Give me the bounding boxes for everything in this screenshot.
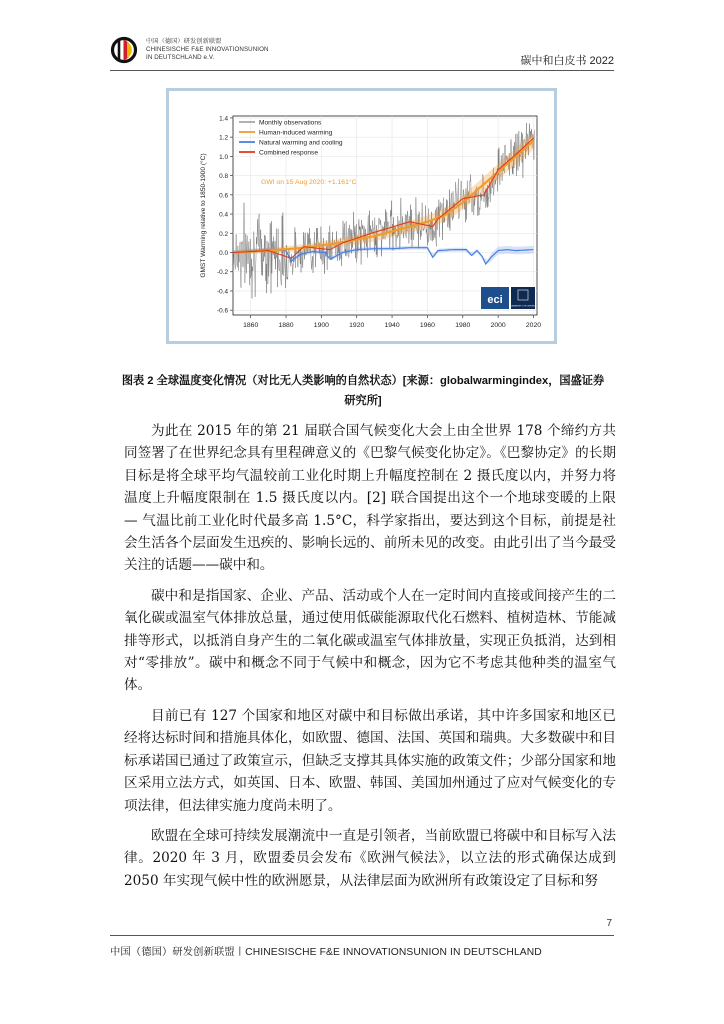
paragraph-carbon-neutral-definition: 碳中和是指国家、企业、产品、活动或个人在一定时间内直接或间接产生的二氧化碳或温室气体排放总量，通过使用低碳能源取代化石燃料、植树造林、节能减排等形式，以抵消自身产生的二氧化碳或温室气体排放量，实现正负抵消，达到相对“零排放”。碳中和概念不同于气候中和概念，因为它不考虑其他种类的温室气体。: [124, 587, 616, 694]
x-tick-label: 2000: [490, 322, 506, 329]
y-tick-label: -0.4: [216, 288, 228, 296]
y-tick-label: -0.6: [216, 307, 228, 315]
x-tick-label: 1860: [243, 322, 259, 329]
y-tick-label: 1.2: [219, 134, 228, 142]
y-axis-label: GMST Warming relative to 1850-1900 (°C): [200, 153, 207, 278]
x-tick-label: 1960: [419, 322, 435, 329]
x-tick-label: 2020: [525, 322, 542, 329]
x-tick-label: 1980: [455, 322, 471, 329]
oxford-logo-text: UNIVERSITY OF OXFORD: [510, 305, 536, 308]
x-tick-label: 1880: [278, 322, 294, 329]
header-divider: [110, 70, 614, 71]
y-tick-label: -0.2: [216, 269, 228, 277]
x-tick-label: 1940: [384, 322, 400, 329]
y-tick-label: 0.8: [219, 173, 228, 181]
page-number: 7: [606, 918, 612, 929]
logo-line-de-1: CHINESISCHE F&E INNOVATIONSUNION: [146, 46, 269, 53]
legend-entry: Combined response: [259, 149, 319, 157]
eci-logo-text: eci: [487, 294, 503, 306]
figure-caption: 图表 2 全球温度变化情况（对比无人类影响的自然状态）[来源：globalwarmingindex，国盛证券研究所]: [121, 375, 605, 407]
y-tick-label: 0.2: [219, 230, 228, 238]
page-footer: 中国（德国）研发创新联盟丨CHINESISCHE F&E INNOVATIONSUNION IN DEUTSCHLAND: [110, 947, 542, 958]
y-tick-label: 0.6: [219, 192, 228, 200]
y-tick-label: 1.0: [219, 153, 228, 161]
logo-line-cn: 中国（德国）研发创新联盟: [146, 38, 222, 45]
paragraph-country-commitments: 目前已有 127 个国家和地区对碳中和目标做出承诺，其中许多国家和地区已经将达标时间和措施具体化，如欧盟、德国、法国、英国和瑞典。大多数碳中和目标承诺国已通过了政策宣示，但缺乏支撑其具体实施的政策文件；少部分国家和地区采用立法方式，如英国、日本、欧盟、韩国、美国加州通过了应对气候变化的专项法律，但法律实施力度尚未明了。: [124, 707, 616, 814]
y-tick-label: 1.4: [219, 115, 228, 123]
gwi-annotation: GWI on 15 Aug 2020: +1.161°C: [261, 179, 357, 186]
document-title: 碳中和白皮书 2022: [520, 55, 614, 67]
legend-entry: Natural warming and cooling: [259, 139, 343, 147]
legend-entry: Monthly observations: [259, 119, 322, 127]
footer-divider: [110, 935, 614, 936]
y-tick-label: 0.4: [219, 211, 228, 219]
logo-text: [146, 38, 269, 62]
alliance-logo-icon: [110, 36, 138, 64]
body-text: [124, 420, 616, 892]
paragraph-paris-agreement: 为此在 2015 年的第 21 届联合国气候变化大会上由全世界 178 个缔约方共同签署了在世界纪念具有里程碑意义的《巴黎气候变化协定》。《巴黎协定》的长期目标是将全球平均气温较前工业化时期上升幅度控制在 2 摄氏度以内，并努力将温度上升幅度限制在 1.5 摄氏度以内。[2] 联合国提出这个一个地球变暖的上限 — 气温比前工业化时代最多高 1.5°C，科学家指出，要达到这个目标，前提是社会生活各个层面发生迅疾的、影响长远的、前所未见的改变。由此引出了当今最受关注的话题——碳中和。: [124, 423, 616, 574]
x-tick-label: 1900: [313, 322, 329, 329]
x-tick-label: 1920: [349, 322, 365, 329]
warming-chart-figure: [166, 88, 557, 344]
legend-entry: Human-induced warming: [259, 129, 333, 137]
y-tick-label: 0.0: [219, 250, 228, 258]
page-header: [0, 0, 724, 72]
logo-line-de-2: IN DEUTSCHLAND e.V.: [146, 54, 215, 61]
warming-line-chart: [169, 91, 554, 341]
paragraph-eu-climate-law: 欧盟在全球可持续发展潮流中一直是引领者，当前欧盟已将碳中和目标写入法律。2020 年 3 月，欧盟委员会发布《欧洲气候法》，以立法的形式确保达成到 2050 年实现气候中性的欧洲愿景，从法律层面为欧洲所有政策设定了目标和努: [124, 827, 616, 889]
